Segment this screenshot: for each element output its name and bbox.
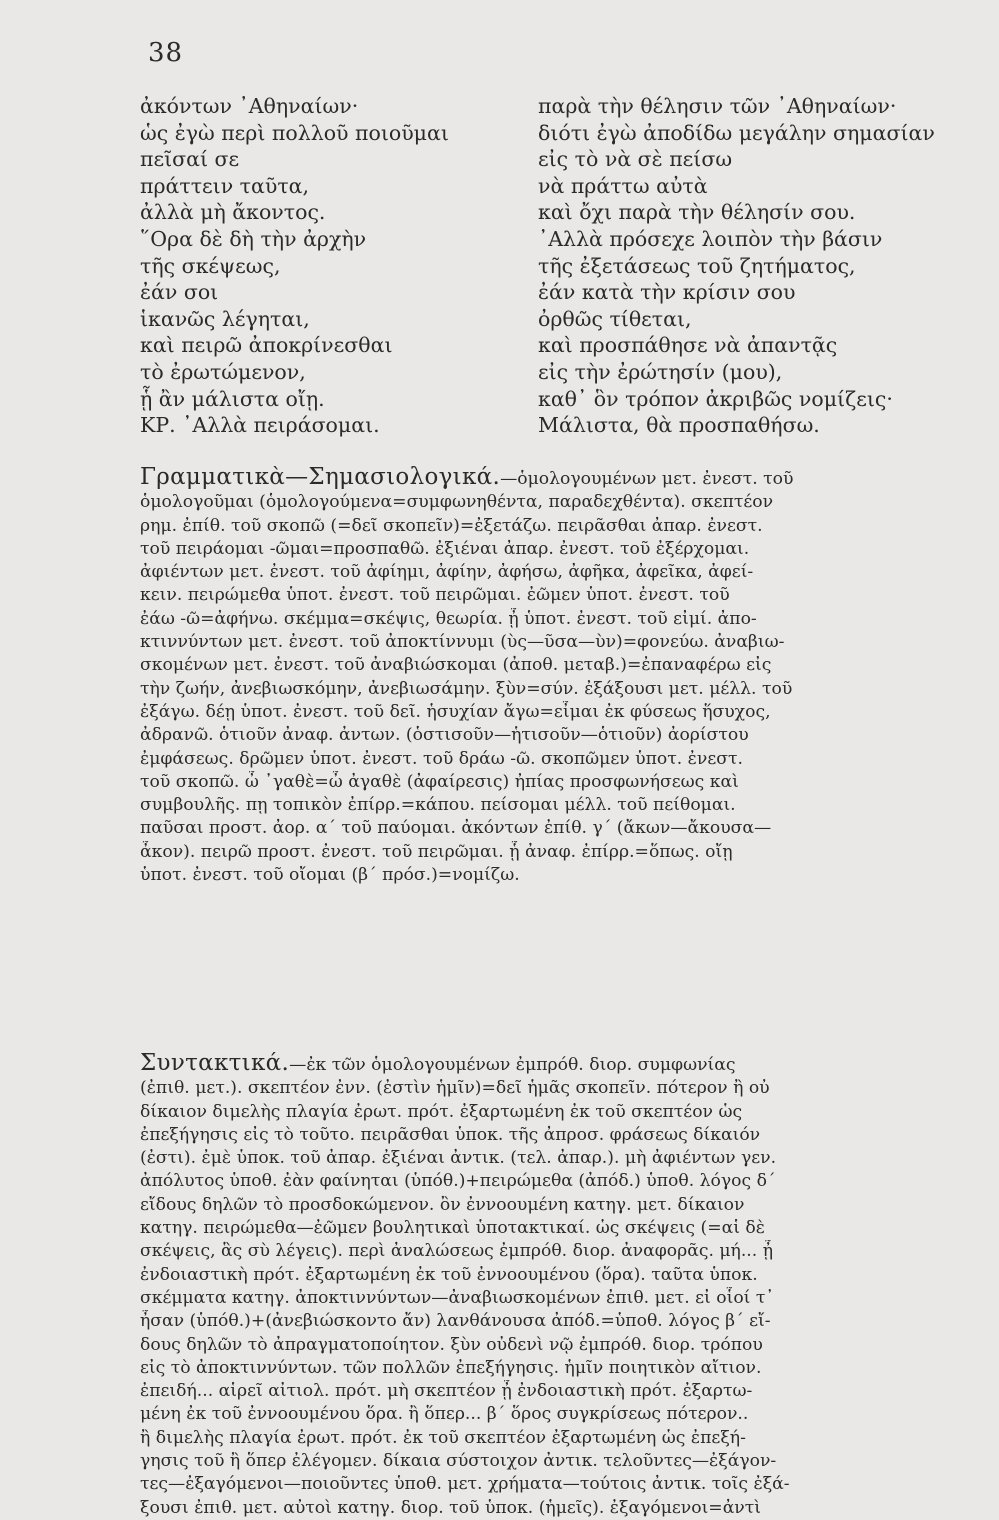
parallel-row (140, 200, 940, 227)
grammar-line (140, 701, 940, 724)
translation-line: ἐάν κατὰ τὴν κρίσιν σου (538, 280, 796, 305)
greek-original-line: ἱκανῶς λέγηται, (140, 306, 310, 331)
greek-original-line: ῞Ορα δὲ δὴ τὴν ἀρχὴν (140, 226, 367, 251)
grammar-line (140, 631, 940, 654)
parallel-row (140, 413, 940, 440)
grammar-line (140, 608, 940, 631)
grammar-line-text: ὑποτ. ἐνεστ. τοῦ οἴομαι (β΄ πρόσ.)=νομίζω. (140, 865, 520, 886)
syntax-line-text: ἢ διμελὴς πλαγία ἐρωτ. πρότ. ἐκ τοῦ σκεπτέον ἐξαρτωμένη ὡς ἐπεξή- (140, 1427, 746, 1448)
greek-original-line: ἀκόντων ᾿Αθηναίων· (140, 94, 359, 118)
parallel-row (140, 174, 940, 201)
grammar-line-text: ἀδρανῶ. ὁτιοῦν ἀναφ. ἀντων. (ὁστισοῦν—ἡτισοῦν—ὁτιοῦν) ἀορίστου (140, 725, 749, 746)
parallel-text (140, 94, 940, 440)
syntax-line-text: εἰς τὸ ἀποκτιννύντων. τῶν πολλῶν ἐπεξήγησις. ἡμῖν ποιητικὸν αἴτιον. (140, 1357, 762, 1378)
grammar-line-text: τοῦ πειράομαι -ῶμαι=προσπαθῶ. ἐξιέναι ἀπαρ. ἐνεστ. τοῦ ἐξέρχομαι. (140, 538, 750, 559)
parallel-row (140, 387, 940, 414)
syntax-line-text: δίκαιον διμελὴς πλαγία ἐρωτ. πρότ. ἐξαρτωμένη ἐκ τοῦ σκεπτέον ὡς (140, 1101, 743, 1122)
translation-line: διότι ἐγὼ ἀποδίδω μεγάλην σημασίαν (538, 120, 935, 145)
grammar-line-text: ὁμολογοῦμαι (ὁμολογούμενα=συμφωνηθέντα, παραδεχθέντα). σκεπτέον (140, 492, 774, 513)
parallel-row (140, 254, 940, 281)
grammar-line (140, 466, 940, 491)
grammar-line-text: τοῦ σκοπῶ. ὦ ᾿γαθὲ=ὦ ἀγαθὲ (ἀφαίρεσις) ἠπίας προσφωνήσεως καὶ (140, 771, 739, 792)
syntax-line (140, 1124, 940, 1147)
grammar-section (140, 466, 940, 887)
translation-line: Μάλιστα, θὰ προσπαθήσω. (538, 413, 820, 438)
grammar-line (140, 515, 940, 538)
syntax-line (140, 1287, 940, 1310)
grammar-line-text: ρημ. ἐπίθ. τοῦ σκοπῶ (=δεῖ σκοπεῖν)=ἐξετάζω. πειρᾶσθαι ἀπαρ. ἐνεστ. (140, 515, 763, 536)
syntax-line-text: σκέψεις, ἃς σὺ λέγεις). περὶ ἀναλώσεως ἐμπρόθ. διορ. ἀναφορᾶς. μή... ᾖ (140, 1241, 773, 1262)
greek-original-line: ἐάν σοι (140, 280, 219, 305)
syntax-line (140, 1077, 940, 1100)
greek-original-line: τὸ ἐρωτώμενον, (140, 359, 306, 384)
greek-original-line: πεῖσαί σε (140, 147, 240, 172)
syntax-line (140, 1473, 940, 1496)
grammar-line (140, 678, 940, 701)
grammar-line (140, 817, 940, 840)
syntax-section (140, 1052, 940, 1520)
syntax-line-text: σκέμματα κατηγ. ἀποκτιννύντων—ἀναβιωσκομένων ἐπιθ. μετ. εἰ οἷοί τ᾿ (140, 1287, 774, 1308)
syntax-line (140, 1217, 940, 1240)
syntax-line (140, 1380, 940, 1403)
grammar-line-text: ἐάω -ῶ=ἀφήνω. σκέμμα=σκέψις, θεωρία. ᾖ ὑποτ. ἐνεστ. τοῦ εἰμί. ἀπο- (140, 608, 757, 629)
grammar-line-text: κτιννύντων μετ. ἐνεστ. τοῦ ἀποκτίννυμι (ὺς—ῦσα—ὺν)=φονεύω. ἀναβιω- (140, 632, 785, 653)
grammar-line-text: ἀφιέντων μετ. ἐνεστ. τοῦ ἀφίημι, ἀφίην, ἀφήσω, ἀφῆκα, ἀφεῖκα, ἀφεί- (140, 562, 754, 583)
parallel-row (140, 227, 940, 254)
syntax-line-text: ἐνδοιαστικὴ πρότ. ἐξαρτωμένη ἐκ τοῦ ἐννοουμένου (ὅρα). ταῦτα ὑποκ. (140, 1264, 758, 1285)
parallel-row (140, 307, 940, 334)
syntax-line-text: ἐπειδή... αἱρεῖ αἰτιολ. πρότ. μὴ σκεπτέον ᾖ ἐνδοιαστικὴ πρότ. ἐξαρτω- (140, 1381, 753, 1402)
grammar-line (140, 771, 940, 794)
grammar-line-text: ἐμφάσεως. δρῶμεν ὑποτ. ἐνεστ. τοῦ δράω -ῶ. σκοπῶμεν ὑποτ. ἐνεστ. (140, 748, 743, 769)
syntax-line (140, 1403, 940, 1426)
syntax-line-text: τες—ἐξαγόμενοι—ποιοῦντες ὑποθ. μετ. χρήματα—τούτοις ἀντικ. τοῖς ἐξά- (140, 1474, 790, 1495)
parallel-row (140, 333, 940, 360)
syntax-line-text: ἀπόλυτος ὑποθ. ἐὰν φαίνηται (ὑπόθ.)+πειρώμεθα (ἀπόδ.) ὑποθ. λόγος δ΄ (140, 1171, 776, 1192)
grammar-line (140, 584, 940, 607)
grammar-line-text: ἆκον). πειρῶ προστ. ἐνεστ. τοῦ πειρῶμαι. ᾗ ἀναφ. ἐπίρρ.=ὅπως. οἴῃ (140, 841, 733, 862)
parallel-row (140, 360, 940, 387)
syntax-line-text: —ἐκ τῶν ὁμολογουμένων ἐμπρόθ. διορ. συμφωνίας (289, 1055, 736, 1075)
translation-line: καὶ ὄχι παρὰ τὴν θέλησίν σου. (538, 200, 856, 225)
grammar-line (140, 654, 940, 677)
grammar-line (140, 864, 940, 887)
syntax-line-text: γησις τοῦ ἢ ὅπερ ἐλέγομεν. δίκαια σύστοιχον ἀντικ. τελοῦντες—ἐξάγον- (140, 1451, 777, 1472)
grammar-line-text: —ὁμολογουμένων μετ. ἐνεστ. τοῦ (500, 469, 794, 489)
syntax-line (140, 1310, 940, 1333)
syntax-line (140, 1194, 940, 1217)
translation-line: ὀρθῶς τίθεται, (538, 306, 692, 331)
grammar-line (140, 491, 940, 514)
grammar-line-text: ἐξάγω. δέῃ ὑποτ. ἐνεστ. τοῦ δεῖ. ἡσυχίαν ἄγω=εἶμαι ἐκ φύσεως ἥσυχος, (140, 701, 771, 722)
greek-original-line: ἀλλὰ μὴ ἄκοντος. (140, 200, 326, 225)
translation-line: ᾿Αλλὰ πρόσεχε λοιπὸν τὴν βάσιν (538, 226, 883, 251)
parallel-row (140, 94, 940, 121)
grammar-line (140, 538, 940, 561)
syntax-line-text: κατηγ. πειρώμεθα—ἐῶμεν βουλητικαὶ ὑποτακτικαί. ὡς σκέψεις (=αἱ δὲ (140, 1218, 765, 1239)
grammar-line-text: συμβουλῆς. πῃ τοπικὸν ἐπίρρ.=κάπου. πείσομαι μέλλ. τοῦ πείθομαι. (140, 795, 736, 816)
grammar-line (140, 724, 940, 747)
greek-original-line: ᾗ ἂν μάλιστα οἴῃ. (140, 386, 325, 411)
syntax-line (140, 1240, 940, 1263)
syntax-line-text: (ἐστι). ἐμὲ ὑποκ. τοῦ ἀπαρ. ἐξιέναι ἀντικ. (τελ. ἀπαρ.). μὴ ἀφιέντων γεν. (140, 1148, 777, 1169)
greek-original-line: ὡς ἐγὼ περὶ πολλοῦ ποιοῦμαι (140, 120, 449, 145)
translation-line: καὶ προσπάθησε νὰ ἀπαντᾷς (538, 333, 838, 358)
greek-original-line: ΚΡ. ᾿Αλλὰ πειράσομαι. (140, 413, 380, 438)
syntax-heading: Συντακτικά. (140, 1052, 290, 1076)
page-number: 38 (148, 38, 184, 68)
grammar-line-text: παῦσαι προστ. ἀορ. α΄ τοῦ παύομαι. ἀκόντων ἐπίθ. γ΄ (ἄκων—ἄκουσα— (140, 818, 772, 839)
syntax-line-text: δους δηλῶν τὸ ἀπραγματοποίητον. ξὺν οὐδενὶ νῷ ἐμπρόθ. διορ. τρόπου (140, 1334, 763, 1355)
grammar-line (140, 561, 940, 584)
syntax-line-text: εἴδους δηλῶν τὸ προσδοκώμενον. ὂν ἐννοουμένη κατηγ. μετ. δίκαιον (140, 1194, 745, 1215)
syntax-line-text: (ἐπιθ. μετ.). σκεπτέον ἐνν. (ἐστὶν ἡμῖν)=δεῖ ἡμᾶς σκοπεῖν. πότερον ἢ οὐ (140, 1078, 770, 1099)
syntax-line-text: ἦσαν (ὑπόθ.)+(ἀνεβιώσκοντο ἄν) λανθάνουσα ἀπόδ.=ὑποθ. λόγος β΄ εἴ- (140, 1311, 771, 1332)
grammar-line-text: τὴν ζωήν, ἀνεβιωσκόμην, ἀνεβιωσάμην. ξὺν=σύν. ἐξάξουσι μετ. μέλλ. τοῦ (140, 678, 793, 699)
greek-original-line: τῆς σκέψεως, (140, 253, 281, 278)
translation-line: εἰς τὸ νὰ σὲ πείσω (538, 147, 733, 172)
syntax-line (140, 1497, 940, 1520)
translation-line: τῆς ἐξετάσεως τοῦ ζητήματος, (538, 253, 856, 278)
syntax-line (140, 1170, 940, 1193)
translation-line: νὰ πράττω αὐτὰ (538, 173, 708, 198)
syntax-line (140, 1052, 940, 1077)
parallel-row (140, 147, 940, 174)
greek-original-line: πράττειν ταῦτα, (140, 173, 310, 198)
grammar-line (140, 841, 940, 864)
grammar-line (140, 748, 940, 771)
syntax-line-text: ξουσι ἐπιθ. μετ. αὐτοὶ κατηγ. διορ. τοῦ ὑποκ. (ἡμεῖς). ἐξαγόμενοι=ἀντὶ (140, 1497, 762, 1518)
syntax-line-text: μένη ἐκ τοῦ ἐννοουμένου ὅρα. ἢ ὅπερ... β΄ ὅρος συγκρίσεως πότερον.. (140, 1404, 749, 1425)
grammar-heading: Γραμματικὰ—Σημασιολογικά. (140, 466, 501, 490)
parallel-row (140, 280, 940, 307)
syntax-line (140, 1427, 940, 1450)
syntax-line (140, 1101, 940, 1124)
greek-original-line: καὶ πειρῶ ἀποκρίνεσθαι (140, 333, 393, 358)
syntax-line-text: ἐπεξήγησις εἰς τὸ τοῦτο. πειρᾶσθαι ὑποκ. τῆς ἀπροσ. φράσεως δίκαιόν (140, 1124, 761, 1145)
syntax-line (140, 1450, 940, 1473)
syntax-line (140, 1147, 940, 1170)
translation-line: εἰς τὴν ἐρώτησίν (μου), (538, 359, 783, 384)
syntax-line (140, 1334, 940, 1357)
parallel-row (140, 121, 940, 148)
grammar-line (140, 794, 940, 817)
syntax-line (140, 1264, 940, 1287)
translation-line: καθ᾿ ὃν τρόπον ἀκριβῶς νομίζεις· (538, 386, 893, 411)
syntax-line (140, 1357, 940, 1380)
grammar-line-text: σκομένων μετ. ἐνεστ. τοῦ ἀναβιώσκομαι (ἀποθ. μεταβ.)=ἐπαναφέρω εἰς (140, 655, 772, 676)
grammar-line-text: κειν. πειρώμεθα ὑποτ. ἐνεστ. τοῦ πειρῶμαι. ἐῶμεν ὑποτ. ἐνεστ. τοῦ (140, 585, 730, 606)
translation-line: παρὰ τὴν θέλησιν τῶν ᾿Αθηναίων· (538, 94, 897, 118)
